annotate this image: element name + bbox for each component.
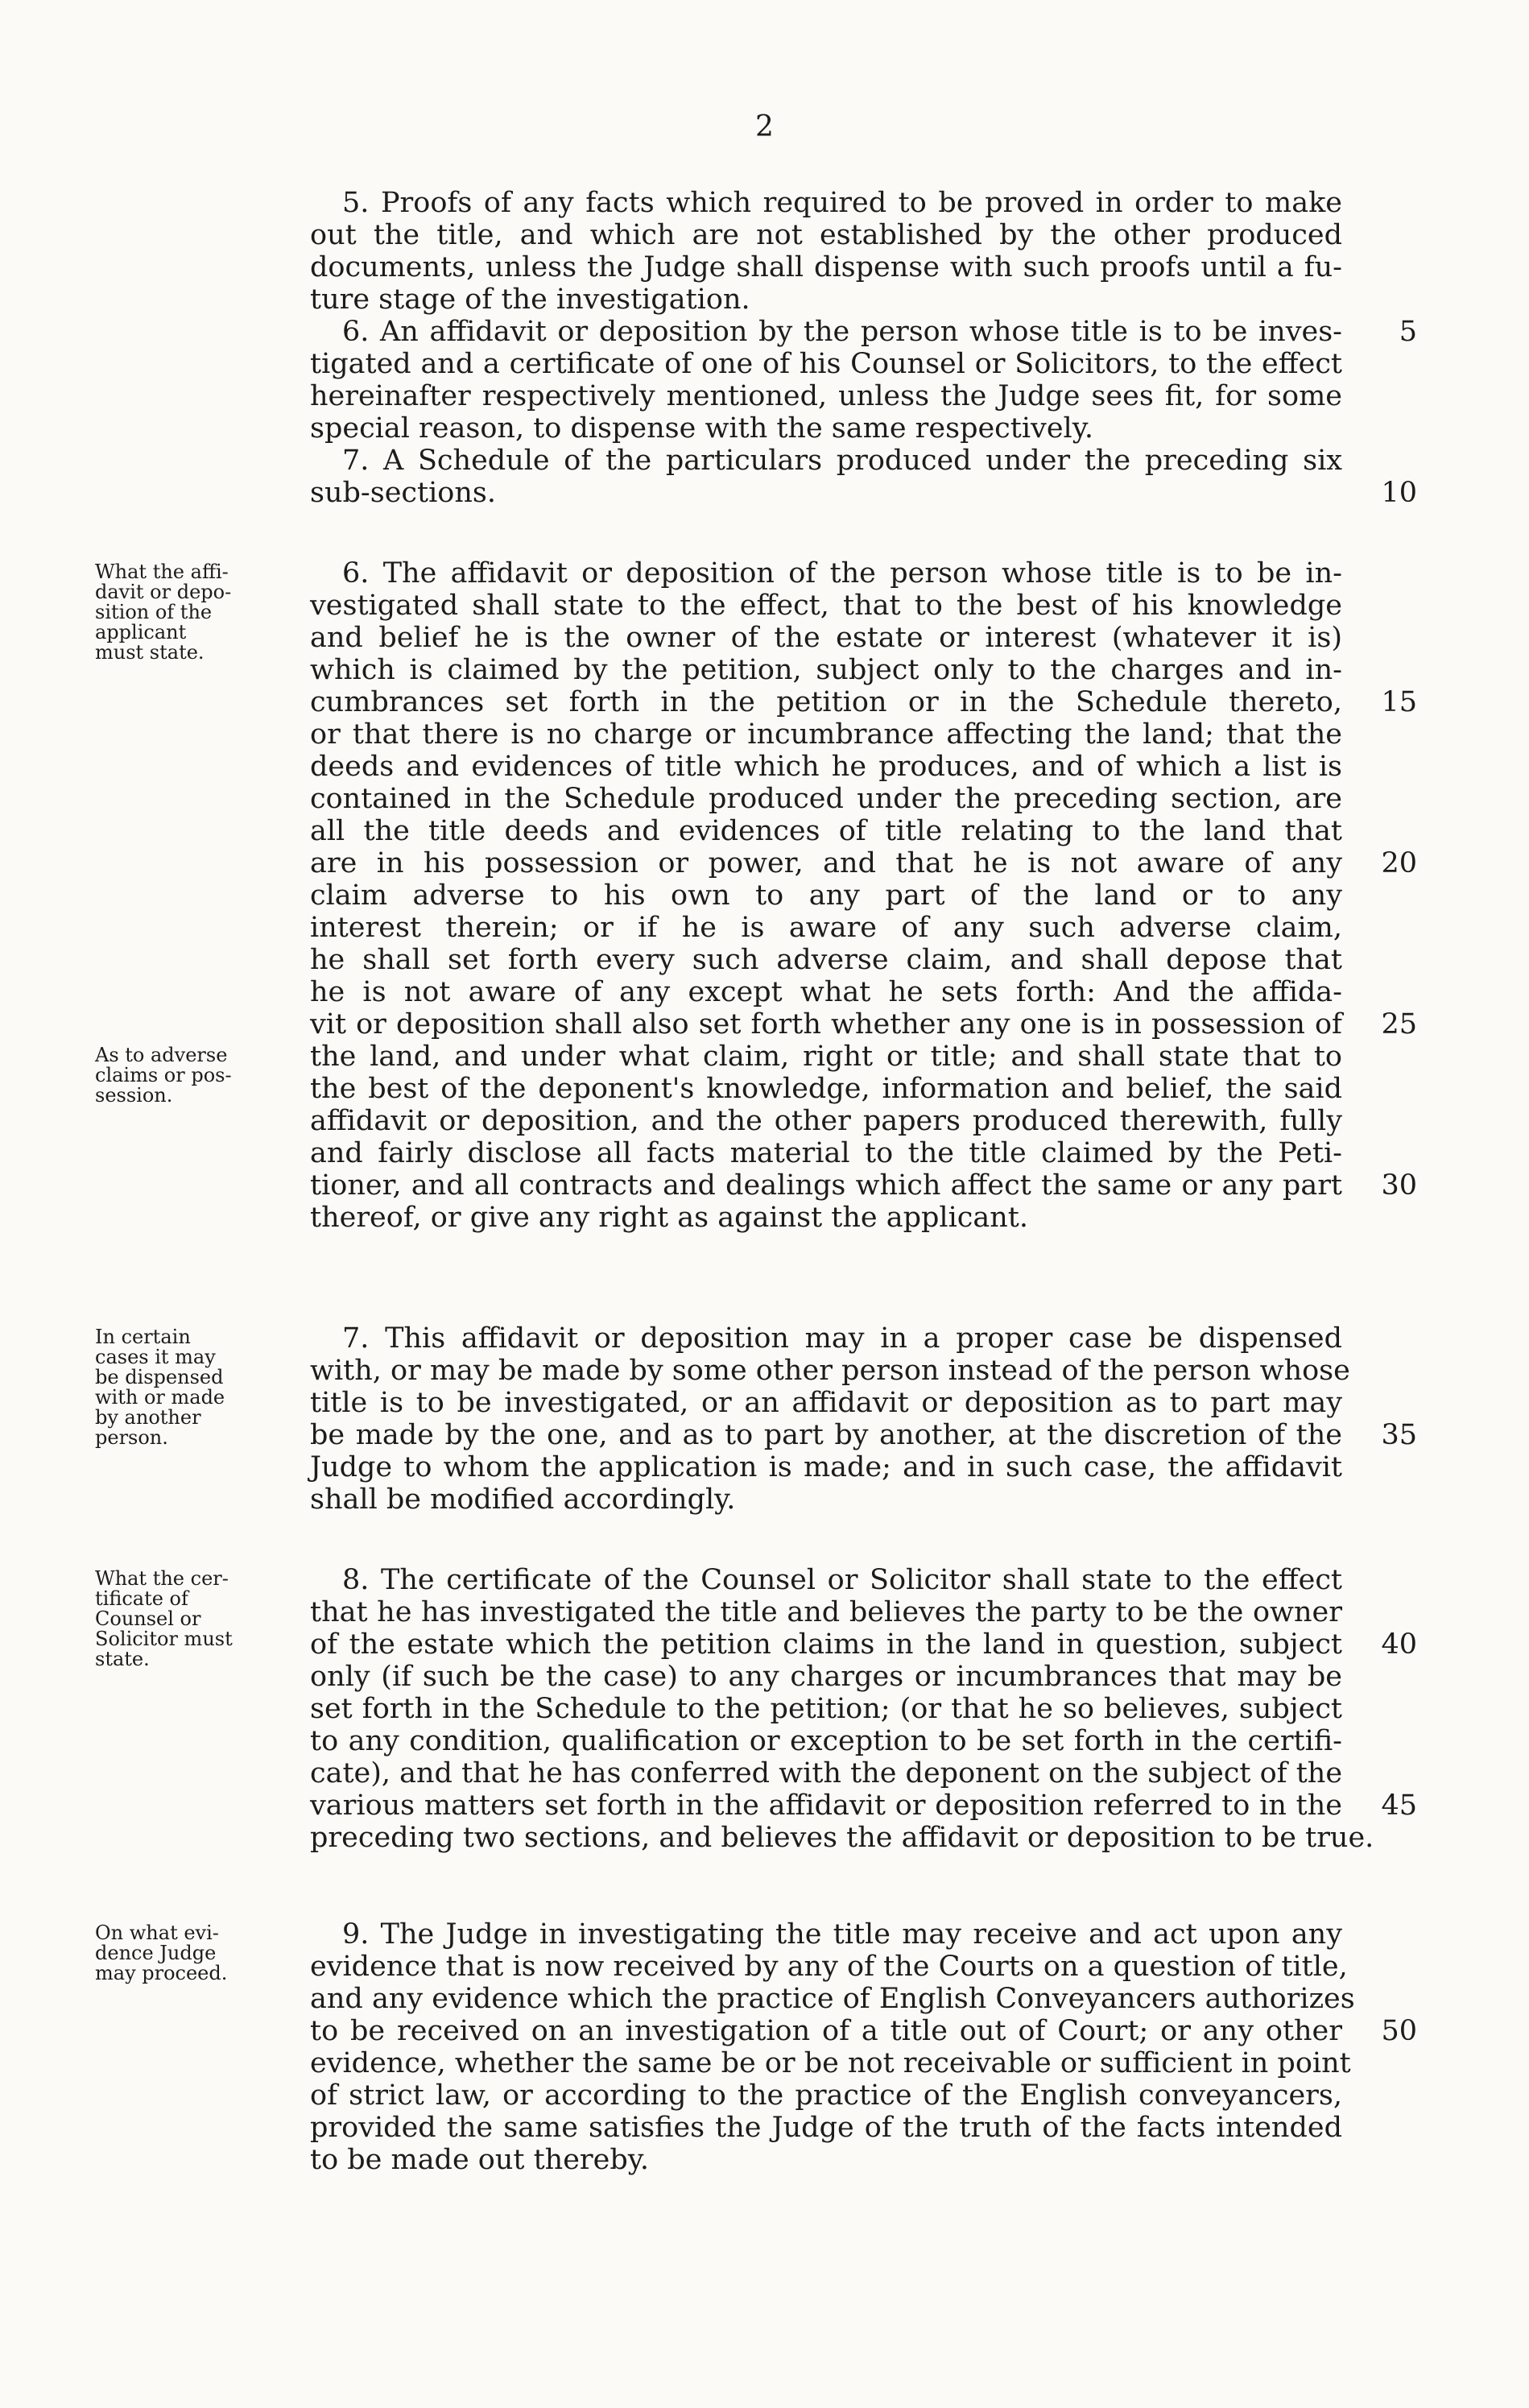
text-line: he shall set forth every such adverse claim, and shall depose that [310,944,1342,976]
text-line: various matters set forth in the affidavit or deposition referred to in the [310,1789,1342,1822]
text-line: 5. Proofs of any facts which required to be proved in order to make [342,187,1342,219]
text-line: provided the same satisfies the Judge of the truth of the facts intended [310,2112,1342,2144]
text-line: 7. This affidavit or deposition may in a proper case be dispensed [342,1322,1342,1355]
text-line: claim adverse to his own to any part of the land or to any [310,879,1342,912]
text-line: or that there is no charge or incumbrance affecting the land; that the [310,718,1342,751]
margin-note-line: person. [95,1426,168,1449]
margin-note-line: must state. [95,641,205,664]
text-line: affidavit or deposition, and the other papers produced therewith, fully [310,1105,1342,1137]
text-line: he is not aware of any except what he sets forth: And the affida- [310,976,1342,1008]
text-line: and any evidence which the practice of English Conveyancers authorizes [310,1983,1355,2015]
text-line: to be made out thereby. [310,2144,650,2176]
text-line: and fairly disclose all facts material to the title claimed by the Peti- [310,1137,1342,1169]
text-line: the land, and under what claim, right or title; and shall state that to [310,1041,1342,1073]
text-line: are in his possession or power, and that he is not aware of any [310,847,1342,879]
text-line: hereinafter respectively mentioned, unless the Judge sees fit, for some [310,380,1342,412]
margin-note-line: davit or depo- [95,581,232,603]
text-line: and belief he is the owner of the estate or interest (whatever it is) [310,622,1342,654]
margin-note-line: session. [95,1084,173,1107]
text-line: that he has investigated the title and believes the party to be the owner [310,1596,1342,1628]
margin-note-line: sition of the [95,601,213,623]
margin-note-line: What the cer- [95,1567,229,1590]
margin-note-line: cases it may [95,1346,216,1368]
line-number: 35 [1381,1419,1417,1451]
text-line: sub-sections. [310,477,496,509]
page-number: 2 [755,110,774,143]
line-number: 10 [1381,477,1417,509]
text-line: contained in the Schedule produced under the preceding section, are [310,783,1342,815]
text-line: evidence, whether the same be or be not receivable or sufficient in point [310,2047,1351,2079]
text-line: be made by the one, and as to part by another, at the discretion of the [310,1419,1342,1451]
margin-note-line: claims or pos- [95,1064,232,1086]
text-line: 6. An affidavit or deposition by the person whose title is to be inves- [342,316,1342,348]
text-line: of strict law, or according to the practice of the English conveyancers, [310,2079,1342,2112]
text-line: set forth in the Schedule to the petition; (or that he so believes, subject [310,1693,1342,1725]
text-line: tioner, and all contracts and dealings which affect the same or any part [310,1169,1342,1202]
margin-note-line: Solicitor must [95,1628,233,1650]
text-line: out the title, and which are not established by the other produced [310,219,1342,251]
margin-note-line: be dispensed [95,1366,224,1388]
margin-note-line: What the affi- [95,561,229,583]
text-line: only (if such be the case) to any charges or incumbrances that may be [310,1661,1342,1693]
text-line: 8. The certificate of the Counsel or Solicitor shall state to the effect [342,1564,1342,1596]
margin-note-line: applicant [95,621,187,643]
text-line: title is to be investigated, or an affidavit or deposition as to part may [310,1387,1342,1419]
line-number: 40 [1381,1628,1417,1661]
text-line: 6. The affidavit or deposition of the person whose title is to be in- [342,557,1342,590]
text-line: with, or may be made by some other person instead of the person whose [310,1355,1350,1387]
text-line: vit or deposition shall also set forth whether any one is in possession of [310,1008,1342,1041]
text-line: 7. A Schedule of the particulars produced under the preceding six [342,445,1342,477]
margin-note-line: As to adverse [95,1044,228,1066]
text-line: Judge to whom the application is made; and in such case, the affidavit [310,1451,1342,1483]
line-number: 30 [1381,1169,1417,1202]
text-line: special reason, to dispense with the same respectively. [310,412,1093,445]
text-line: 9. The Judge in investigating the title may receive and act upon any [342,1918,1342,1951]
line-number: 45 [1381,1789,1417,1822]
line-number: 20 [1381,847,1417,879]
text-line: deeds and evidences of title which he produces, and of which a list is [310,751,1342,783]
margin-note-line: may proceed. [95,1962,228,1984]
text-line: to be received on an investigation of a title out of Court; or any other [310,2015,1342,2047]
margin-note-line: by another [95,1406,201,1429]
margin-note-line: tificate of [95,1587,188,1610]
text-line: the best of the deponent's knowledge, information and belief, the said [310,1073,1342,1105]
line-number: 15 [1381,686,1417,718]
text-line: vestigated shall state to the effect, that to the best of his knowledge [310,590,1342,622]
margin-note-line: with or made [95,1386,225,1409]
line-number: 5 [1399,316,1417,348]
text-line: of the estate which the petition claims in the land in question, subject [310,1628,1342,1661]
text-line: all the title deeds and evidences of title relating to the land that [310,815,1342,847]
line-number: 50 [1381,2015,1417,2047]
margin-note-line: Counsel or [95,1607,201,1630]
margin-note-line: dence Judge [95,1942,217,1964]
margin-note-line: On what evi- [95,1922,219,1944]
text-line: ture stage of the investigation. [310,283,750,316]
text-line: tigated and a certificate of one of his Counsel or Solicitors, to the effect [310,348,1342,380]
line-number: 25 [1381,1008,1417,1041]
text-line: cate), and that he has conferred with the deponent on the subject of the [310,1757,1343,1789]
text-line: cumbrances set forth in the petition or in the Schedule thereto, [310,686,1342,718]
text-line: to any condition, qualification or exception to be set forth in the certifi- [310,1725,1342,1757]
text-line: evidence that is now received by any of the Courts on a question of title, [310,1951,1348,1983]
text-line: which is claimed by the petition, subject only to the charges and in- [310,654,1342,686]
text-line: interest therein; or if he is aware of any such adverse claim, [310,912,1342,944]
text-line: documents, unless the Judge shall dispense with such proofs until a fu- [310,251,1342,283]
margin-note-line: state. [95,1648,150,1670]
text-line: thereof, or give any right as against the applicant. [310,1202,1028,1234]
margin-note-line: In certain [95,1326,191,1348]
text-line: preceding two sections, and believes the affidavit or deposition to be true. [310,1822,1374,1854]
text-line: shall be modified accordingly. [310,1483,736,1516]
